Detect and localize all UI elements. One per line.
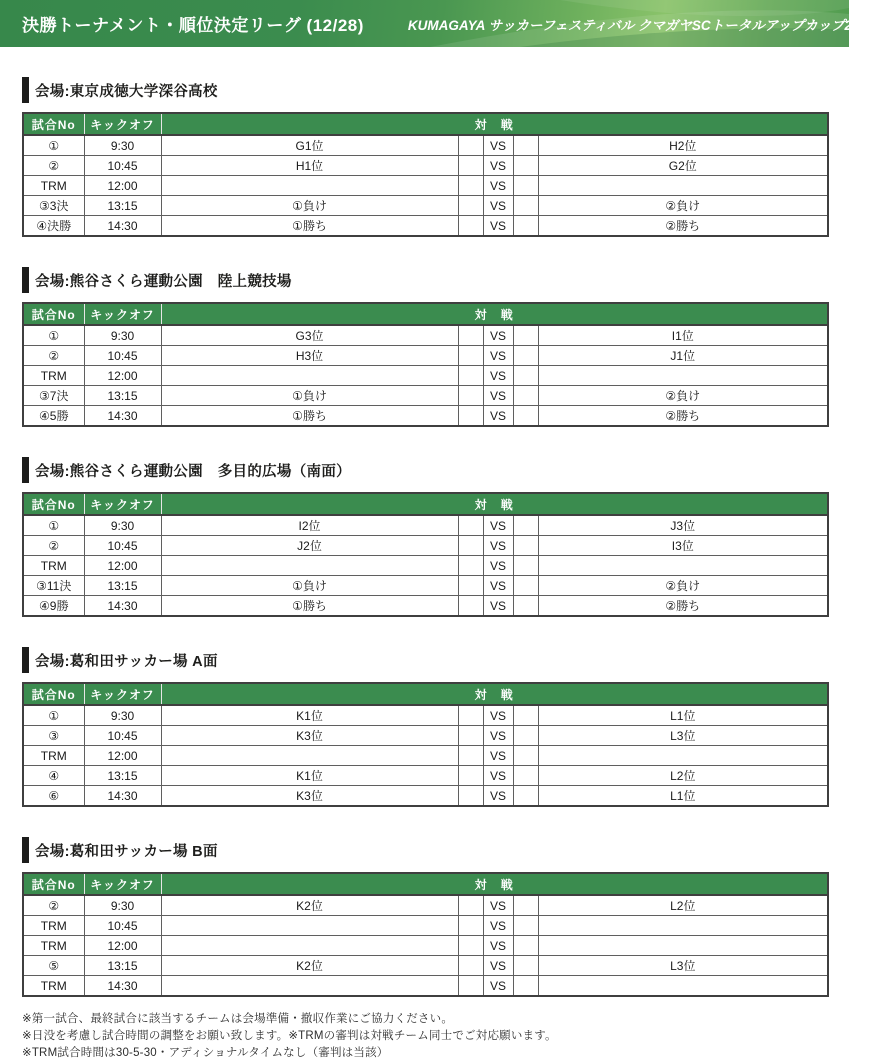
match-row <box>23 156 828 176</box>
kickoff-time-cell: 13:15 <box>84 196 161 216</box>
home-team-cell: K3位 <box>161 786 458 807</box>
vs-cell: VS <box>483 766 513 786</box>
spacer-cell <box>513 916 538 936</box>
away-team-cell: J1位 <box>538 346 828 366</box>
match-row <box>23 766 828 786</box>
spacer-cell <box>458 786 483 807</box>
match-row <box>23 705 828 726</box>
spacer-cell <box>513 976 538 997</box>
spacer-cell <box>513 895 538 916</box>
tournament-subtitle: KUMAGAYA サッカーフェスティバル クマガヤSCトータルアップカップ2025 <box>407 17 875 33</box>
spacer-cell <box>513 325 538 346</box>
match-no-cell: ④5勝 <box>23 406 84 427</box>
home-team-cell: G1位 <box>161 135 458 156</box>
spacer-cell <box>458 216 483 237</box>
match-row <box>23 325 828 346</box>
match-no-cell: ② <box>23 536 84 556</box>
away-team-cell <box>538 556 828 576</box>
vs-cell: VS <box>483 135 513 156</box>
home-team-cell <box>161 746 458 766</box>
home-team-cell <box>161 976 458 997</box>
spacer-cell <box>458 916 483 936</box>
col-header-match-no: 試合No <box>23 303 84 325</box>
away-team-cell: L2位 <box>538 895 828 916</box>
table-header-row <box>23 873 828 895</box>
spacer-cell <box>513 156 538 176</box>
spacer-cell <box>458 196 483 216</box>
away-team-cell: ②勝ち <box>538 406 828 427</box>
match-no-cell: ① <box>23 135 84 156</box>
home-team-cell: ①負け <box>161 386 458 406</box>
schedule-table <box>22 682 829 807</box>
match-no-cell: ② <box>23 895 84 916</box>
match-no-cell: ④9勝 <box>23 596 84 617</box>
footer-notes <box>22 1013 849 1060</box>
kickoff-time-cell: 12:00 <box>84 556 161 576</box>
vs-cell: VS <box>483 196 513 216</box>
spacer-cell <box>513 786 538 807</box>
home-team-cell <box>161 916 458 936</box>
away-team-cell: L1位 <box>538 705 828 726</box>
match-row <box>23 536 828 556</box>
match-no-cell: TRM <box>23 366 84 386</box>
match-row <box>23 196 828 216</box>
home-team-cell: K2位 <box>161 956 458 976</box>
table-header-row <box>23 113 828 135</box>
kickoff-time-cell: 9:30 <box>84 705 161 726</box>
away-team-cell <box>538 746 828 766</box>
spacer-cell <box>513 726 538 746</box>
kickoff-time-cell: 10:45 <box>84 156 161 176</box>
spacer-cell <box>513 196 538 216</box>
match-no-cell: ① <box>23 325 84 346</box>
col-header-match-no: 試合No <box>23 683 84 705</box>
kickoff-time-cell: 14:30 <box>84 406 161 427</box>
page-title: 決勝トーナメント・順位決定リーグ (12/28) <box>22 16 364 35</box>
schedule-table-body <box>23 705 828 806</box>
vs-cell: VS <box>483 366 513 386</box>
spacer-cell <box>458 596 483 617</box>
kickoff-time-cell: 12:00 <box>84 746 161 766</box>
spacer-cell <box>458 576 483 596</box>
home-team-cell: H1位 <box>161 156 458 176</box>
kickoff-time-cell: 14:30 <box>84 976 161 997</box>
away-team-cell <box>538 976 828 997</box>
schedule-table-body <box>23 895 828 996</box>
venue-title: 会場:東京成徳大学深谷高校 <box>35 83 218 100</box>
match-no-cell: TRM <box>23 556 84 576</box>
match-row <box>23 556 828 576</box>
col-header-kickoff: キックオフ <box>84 873 161 895</box>
home-team-cell <box>161 176 458 196</box>
kickoff-time-cell: 12:00 <box>84 176 161 196</box>
spacer-cell <box>458 956 483 976</box>
match-row <box>23 786 828 807</box>
table-header-row <box>23 493 828 515</box>
spacer-cell <box>513 705 538 726</box>
venue-section <box>22 77 827 237</box>
kickoff-time-cell: 13:15 <box>84 766 161 786</box>
col-header-versus: 対 戦 <box>161 113 828 135</box>
title-banner <box>0 0 875 47</box>
home-team-cell: ①負け <box>161 196 458 216</box>
venue-bar-icon <box>22 457 29 483</box>
match-no-cell: ③3決 <box>23 196 84 216</box>
match-no-cell: ② <box>23 346 84 366</box>
venue-section <box>22 457 827 617</box>
match-row <box>23 386 828 406</box>
vs-cell: VS <box>483 746 513 766</box>
spacer-cell <box>458 895 483 916</box>
spacer-cell <box>513 746 538 766</box>
spacer-cell <box>458 976 483 997</box>
vs-cell: VS <box>483 726 513 746</box>
away-team-cell: L2位 <box>538 766 828 786</box>
away-team-cell: ②負け <box>538 576 828 596</box>
home-team-cell <box>161 556 458 576</box>
vs-cell: VS <box>483 325 513 346</box>
venue-header <box>22 457 827 483</box>
vs-cell: VS <box>483 895 513 916</box>
vs-cell: VS <box>483 346 513 366</box>
match-no-cell: ⑥ <box>23 786 84 807</box>
venue-header <box>22 837 827 863</box>
schedule-table <box>22 302 829 427</box>
match-row <box>23 895 828 916</box>
spacer-cell <box>513 346 538 366</box>
match-row <box>23 746 828 766</box>
spacer-cell <box>458 156 483 176</box>
away-team-cell: ②勝ち <box>538 596 828 617</box>
away-team-cell: ②負け <box>538 196 828 216</box>
away-team-cell: I1位 <box>538 325 828 346</box>
match-no-cell: ③11決 <box>23 576 84 596</box>
kickoff-time-cell: 9:30 <box>84 135 161 156</box>
table-header-row <box>23 683 828 705</box>
schedule-table <box>22 872 829 997</box>
kickoff-time-cell: 14:30 <box>84 786 161 807</box>
spacer-cell <box>458 135 483 156</box>
venue-header <box>22 267 827 293</box>
spacer-cell <box>458 746 483 766</box>
schedule-table <box>22 492 829 617</box>
match-no-cell: ④ <box>23 766 84 786</box>
kickoff-time-cell: 14:30 <box>84 596 161 617</box>
venue-bar-icon <box>22 647 29 673</box>
kickoff-time-cell: 10:45 <box>84 726 161 746</box>
schedule-table-body <box>23 325 828 426</box>
match-row <box>23 726 828 746</box>
match-row <box>23 976 828 997</box>
home-team-cell: ①負け <box>161 576 458 596</box>
venue-bar-icon <box>22 837 29 863</box>
away-team-cell: H2位 <box>538 135 828 156</box>
spacer-cell <box>458 366 483 386</box>
col-header-versus: 対 戦 <box>161 683 828 705</box>
away-team-cell <box>538 916 828 936</box>
home-team-cell: ①勝ち <box>161 406 458 427</box>
away-team-cell: ②負け <box>538 386 828 406</box>
away-team-cell: L3位 <box>538 956 828 976</box>
vs-cell: VS <box>483 406 513 427</box>
home-team-cell: ①勝ち <box>161 216 458 237</box>
col-header-kickoff: キックオフ <box>84 493 161 515</box>
spacer-cell <box>513 515 538 536</box>
kickoff-time-cell: 9:30 <box>84 895 161 916</box>
match-no-cell: ② <box>23 156 84 176</box>
note-line: ※第一試合、最終試合に該当するチームは会場準備・撤収作業にご協力ください。 <box>22 1013 454 1025</box>
spacer-cell <box>513 956 538 976</box>
match-row <box>23 956 828 976</box>
col-header-versus: 対 戦 <box>161 493 828 515</box>
col-header-match-no: 試合No <box>23 873 84 895</box>
away-team-cell: G2位 <box>538 156 828 176</box>
vs-cell: VS <box>483 956 513 976</box>
match-row <box>23 515 828 536</box>
away-team-cell: I3位 <box>538 536 828 556</box>
away-team-cell: J3位 <box>538 515 828 536</box>
venue-title: 会場:熊谷さくら運動公園 多目的広場（南面） <box>35 463 351 480</box>
note-line: ※日没を考慮し試合時間の調整をお願い致します。※TRMの審判は対戦チーム同士でご対応願います。 <box>22 1029 557 1042</box>
match-row <box>23 576 828 596</box>
spacer-cell <box>458 536 483 556</box>
schedule-table-body <box>23 135 828 236</box>
venue-section <box>22 267 827 427</box>
vs-cell: VS <box>483 216 513 237</box>
vs-cell: VS <box>483 386 513 406</box>
table-header-row <box>23 303 828 325</box>
vs-cell: VS <box>483 176 513 196</box>
match-no-cell: ③ <box>23 726 84 746</box>
spacer-cell <box>458 386 483 406</box>
away-team-cell <box>538 936 828 956</box>
spacer-cell <box>458 726 483 746</box>
kickoff-time-cell: 12:00 <box>84 366 161 386</box>
spacer-cell <box>458 556 483 576</box>
vs-cell: VS <box>483 936 513 956</box>
match-no-cell: TRM <box>23 176 84 196</box>
spacer-cell <box>458 766 483 786</box>
kickoff-time-cell: 12:00 <box>84 936 161 956</box>
away-team-cell: L1位 <box>538 786 828 807</box>
spacer-cell <box>458 406 483 427</box>
match-row <box>23 135 828 156</box>
venue-section <box>22 647 827 807</box>
home-team-cell <box>161 366 458 386</box>
spacer-cell <box>513 366 538 386</box>
match-row <box>23 176 828 196</box>
spacer-cell <box>513 176 538 196</box>
kickoff-time-cell: 10:45 <box>84 536 161 556</box>
spacer-cell <box>513 406 538 427</box>
away-team-cell <box>538 366 828 386</box>
match-no-cell: TRM <box>23 976 84 997</box>
venue-header <box>22 647 827 673</box>
spacer-cell <box>513 386 538 406</box>
vs-cell: VS <box>483 156 513 176</box>
spacer-cell <box>458 936 483 956</box>
match-no-cell: ③7決 <box>23 386 84 406</box>
col-header-versus: 対 戦 <box>161 873 828 895</box>
venue-section <box>22 837 827 997</box>
venue-bar-icon <box>22 267 29 293</box>
vs-cell: VS <box>483 786 513 807</box>
kickoff-time-cell: 13:15 <box>84 576 161 596</box>
kickoff-time-cell: 13:15 <box>84 386 161 406</box>
spacer-cell <box>513 135 538 156</box>
away-team-cell: ②勝ち <box>538 216 828 237</box>
away-team-cell: L3位 <box>538 726 828 746</box>
kickoff-time-cell: 9:30 <box>84 325 161 346</box>
spacer-cell <box>513 556 538 576</box>
vs-cell: VS <box>483 705 513 726</box>
venue-title: 会場:葛和田サッカー場 A面 <box>35 653 218 670</box>
home-team-cell <box>161 936 458 956</box>
match-no-cell: ① <box>23 515 84 536</box>
match-no-cell: TRM <box>23 916 84 936</box>
vs-cell: VS <box>483 976 513 997</box>
home-team-cell: J2位 <box>161 536 458 556</box>
home-team-cell: K1位 <box>161 705 458 726</box>
home-team-cell: G3位 <box>161 325 458 346</box>
spacer-cell <box>458 705 483 726</box>
venue-bar-icon <box>22 77 29 103</box>
away-team-cell <box>538 176 828 196</box>
kickoff-time-cell: 14:30 <box>84 216 161 237</box>
home-team-cell: K2位 <box>161 895 458 916</box>
col-header-kickoff: キックオフ <box>84 113 161 135</box>
home-team-cell: K1位 <box>161 766 458 786</box>
venue-title: 会場:葛和田サッカー場 B面 <box>35 843 218 860</box>
venue-header <box>22 77 827 103</box>
col-header-kickoff: キックオフ <box>84 303 161 325</box>
spacer-cell <box>513 766 538 786</box>
spacer-cell <box>513 576 538 596</box>
col-header-kickoff: キックオフ <box>84 683 161 705</box>
vs-cell: VS <box>483 556 513 576</box>
match-no-cell: ④決勝 <box>23 216 84 237</box>
schedule-table <box>22 112 829 237</box>
match-row <box>23 936 828 956</box>
spacer-cell <box>458 325 483 346</box>
venue-title: 会場:熊谷さくら運動公園 陸上競技場 <box>35 273 292 290</box>
home-team-cell: ①勝ち <box>161 596 458 617</box>
match-row <box>23 406 828 427</box>
spacer-cell <box>458 176 483 196</box>
match-no-cell: ① <box>23 705 84 726</box>
vs-cell: VS <box>483 536 513 556</box>
kickoff-time-cell: 13:15 <box>84 956 161 976</box>
kickoff-time-cell: 10:45 <box>84 346 161 366</box>
kickoff-time-cell: 9:30 <box>84 515 161 536</box>
spacer-cell <box>513 216 538 237</box>
match-row <box>23 916 828 936</box>
spacer-cell <box>513 596 538 617</box>
spacer-cell <box>513 936 538 956</box>
match-no-cell: TRM <box>23 936 84 956</box>
vs-cell: VS <box>483 596 513 617</box>
match-row <box>23 216 828 237</box>
col-header-match-no: 試合No <box>23 113 84 135</box>
schedule-table-body <box>23 515 828 616</box>
spacer-cell <box>458 515 483 536</box>
kickoff-time-cell: 10:45 <box>84 916 161 936</box>
venues-container <box>0 77 849 997</box>
match-no-cell: ⑤ <box>23 956 84 976</box>
home-team-cell: I2位 <box>161 515 458 536</box>
spacer-cell <box>458 346 483 366</box>
match-row <box>23 366 828 386</box>
spacer-cell <box>513 536 538 556</box>
note-line: ※TRM試合時間は30-5-30・アディショナルタイムなし（審判は当該） <box>22 1046 389 1059</box>
match-no-cell: TRM <box>23 746 84 766</box>
match-row <box>23 346 828 366</box>
col-header-versus: 対 戦 <box>161 303 828 325</box>
match-row <box>23 596 828 617</box>
vs-cell: VS <box>483 916 513 936</box>
col-header-match-no: 試合No <box>23 493 84 515</box>
home-team-cell: K3位 <box>161 726 458 746</box>
vs-cell: VS <box>483 515 513 536</box>
home-team-cell: H3位 <box>161 346 458 366</box>
vs-cell: VS <box>483 576 513 596</box>
